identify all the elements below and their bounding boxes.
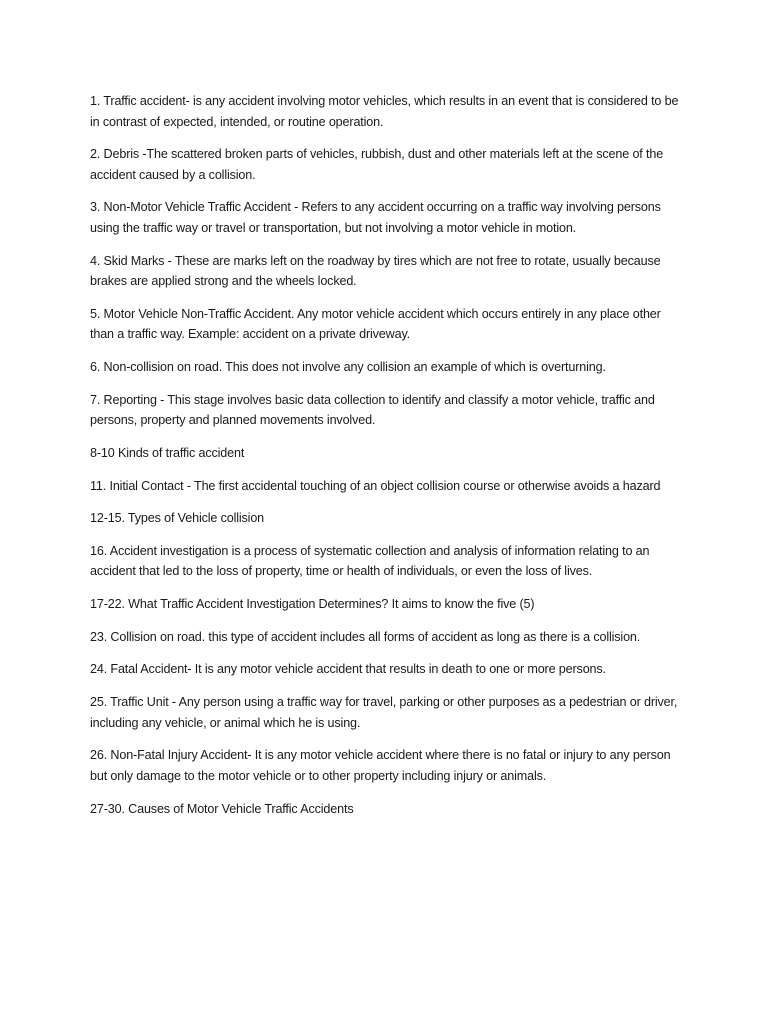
paragraph-12-15: 12-15. Types of Vehicle collision	[90, 511, 265, 526]
paragraph-26: 26. Non-Fatal Injury Accident- It is any motor vehicle accident where there is no fatal or injury to any person but only damage to the motor vehicle or to other property including injury or animals.	[90, 748, 671, 783]
paragraph-2: 2. Debris -The scattered broken parts of vehicles, rubbish, dust and other materials left at the scene of the accident caused by a collision.	[90, 147, 664, 182]
paragraph-24: 24. Fatal Accident- It is any motor vehicle accident that results in death to one or more persons.	[90, 662, 606, 677]
paragraph-23: 23. Collision on road. this type of accident includes all forms of accident as long as there is a collision.	[90, 629, 641, 644]
paragraph-3: 3. Non-Motor Vehicle Traffic Accident - Refers to any accident occurring on a traffic way involving persons using the traffic way or travel or transportation, but not involving a motor vehicle in motion.	[90, 200, 661, 235]
paragraph-11: 11. Initial Contact - The first accidental touching of an object collision course or otherwise avoids a hazard	[90, 478, 661, 493]
paragraph-16: 16. Accident investigation is a process of systematic collection and analysis of information relating to an accident that led to the loss of property, time or health of individuals, or even the loss of lives.	[90, 543, 650, 579]
paragraph-1: 1. Traffic accident- is any accident involving motor vehicles, which results in an event that is considered to be in contrast of expected, intended, or routine operation.	[90, 94, 679, 129]
paragraph-7: 7. Reporting - This stage involves basic data collection to identify and classify a motor vehicle, traffic and persons, property and planned movements involved.	[90, 392, 655, 428]
paragraph-27-30: 27-30. Causes of Motor Vehicle Traffic Accidents	[90, 801, 354, 816]
paragraph-17-22: 17-22. What Traffic Accident Investigation Determines? It aims to know the five (5)	[90, 597, 535, 612]
paragraph-25: 25. Traffic Unit - Any person using a traffic way for travel, parking or other purposes as a pedestrian or driver, including any vehicle, or animal which he is using.	[90, 695, 678, 730]
paragraph-5: 5. Motor Vehicle Non-Traffic Accident. Any motor vehicle accident which occurs entirely in any place other than a traffic way. Example: accident on a private driveway.	[90, 306, 661, 342]
paragraph-8-10: 8-10 Kinds of traffic accident	[90, 445, 245, 460]
document-body	[90, 91, 680, 831]
paragraph-4: 4. Skid Marks - These are marks left on the roadway by tires which are not free to rotate, usually because brakes are applied strong and the wheels locked.	[90, 253, 661, 289]
paragraph-6: 6. Non-collision on road. This does not involve any collision an example of which is overturning.	[90, 359, 606, 374]
